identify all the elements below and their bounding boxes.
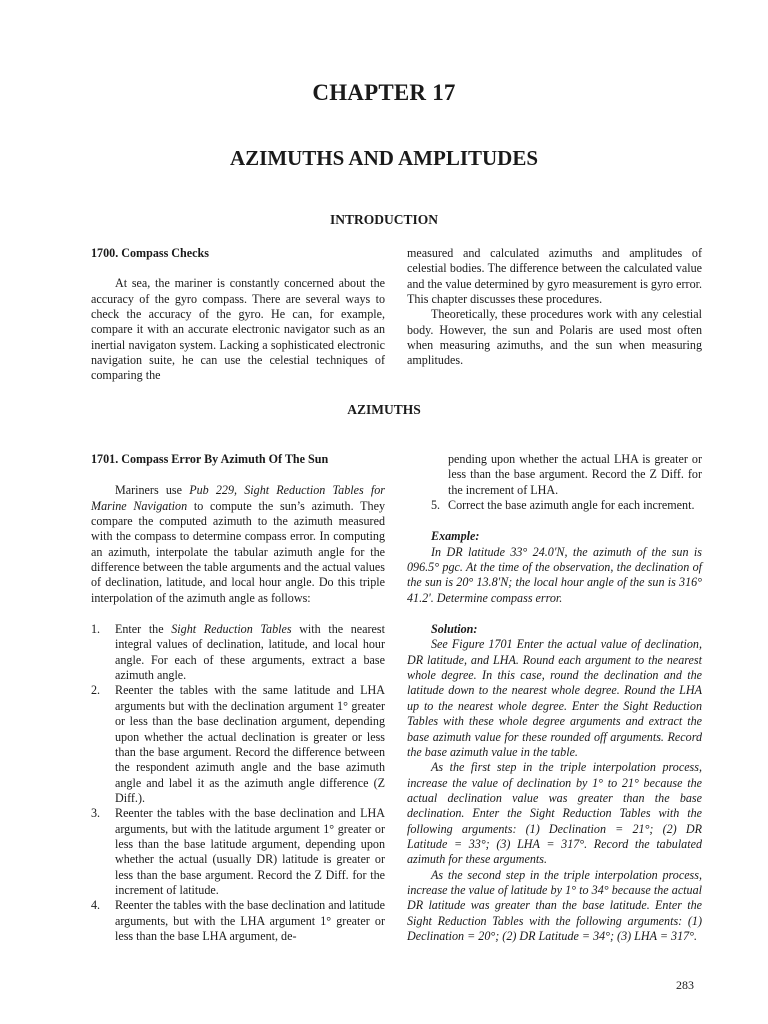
procedure-step-4: 4. Reenter the tables with the base declination and latitude arguments, but with the LHA argument 1° greater or less than the base LHA argument, de- — [91, 898, 386, 943]
azimuths-left-column — [91, 452, 385, 944]
intro-right-column — [407, 246, 702, 369]
paragraph-1700-1-continued: measured and calculated azimuths and amplitudes of celestial bodies. The difference between the calculated value and the value determined by gyro measurement is gyro error. This chapter discusses these procedures. — [407, 246, 702, 307]
solution-label: Solution: — [431, 622, 478, 637]
chapter-label: CHAPTER 17 — [312, 80, 456, 105]
subsection-heading-1701: 1701. Compass Error By Azimuth Of The Sun — [91, 452, 329, 466]
procedure-step-1: 1. Enter the Sight Reduction Tables with the nearest integral values of declination, latitude, and local hour angle. For each of these arguments, extract a base azimuth angle. — [91, 622, 385, 683]
page-number: 283 — [676, 978, 694, 992]
section-heading-introduction: INTRODUCTION — [329, 212, 438, 227]
azimuths-right-column — [407, 452, 702, 944]
example-label: Example: — [431, 529, 480, 544]
procedure-step-2: 2. Reenter the tables with the same latitude and LHA arguments but with the declination argument 1° greater or less than the base declination argument, depending upon whether the actual declination is greater or less than the base argument. Record the difference between the respondent azimuth angle and the base azimuth angle and label it as the azimuth angle difference (Z Diff.). — [91, 683, 385, 805]
procedure-steps — [91, 622, 385, 944]
procedure-step-4-continued — [407, 452, 702, 498]
paragraph-1700-1: At sea, the mariner is constantly concerned about the accuracy of the gyro compass. There are several ways to check the accuracy of the gyro. He can, for example, compare it with an accurate electronic navigator such as an inertial navigaton system. Lacking a sophisticated electronic navigation suite, he can use the celestial techniques of comparing the — [91, 276, 385, 383]
procedure-step-5: 5. Correct the base azimuth angle for each increment. — [431, 498, 695, 513]
procedure-steps-continued — [407, 452, 702, 513]
section-heading-azimuths: AZIMUTHS — [347, 402, 421, 417]
solution-paragraph-2: As the first step in the triple interpolation process, increase the value of declination by 1° to 21° because the actual declination value was greater than the base declination. Enter the Sight Reduction Tables with the following arguments: (1) Declination = 21°; (2) DR Latitude = 33°; (3) LHA = 317°. Record the tabulated azimuth for these arguments. — [407, 760, 702, 867]
chapter-title: AZIMUTHS AND AMPLITUDES — [229, 146, 539, 170]
example-text: In DR latitude 33° 24.0'N, the azimuth of the sun is 096.5° pgc. At the time of the observation, the declination of the sun is 20° 13.8'N; the local hour angle of the sun is 316° 41.2'. Determine compass error. — [407, 544, 702, 605]
procedure-step-3: 3. Reenter the tables with the base declination and LHA arguments, but with the latitude argument 1° greater or less than the base latitude argument, depending upon whether the actual (usually DR) latitude is greater or less than the base argument. Record the Z Diff. for the increment of latitude. — [91, 806, 385, 897]
intro-left-column — [91, 246, 385, 384]
paragraph-1700-2: Theoretically, these procedures work with any celestial body. However, the sun and Polaris are used most often when measuring azimuths, and the sun when measuring amplitudes. — [407, 307, 702, 368]
paragraph-1701-1: Mariners use Pub 229, Sight Reduction Tables for Marine Navigation to compute the sun’s azimuth. They compare the computed azimuth to the azimuth measured with the compass to determine compass error. In computing an azimuth, interpolate the tabular azimuth angle for the difference between the table arguments and the actual values of declination, latitude, and local hour angle. Do this triple interpolation of the azimuth angle as follows: — [91, 483, 385, 605]
solution-paragraph-3: As the second step in the triple interpolation process, increase the value of latitude by 1° to 34° because the actual DR latitude was greater than the base latitude. Enter the Sight Reduction Tables with the following arguments: (1) Declination = 20°; (2) DR Latitude = 34°; (3) LHA = 317°. — [407, 867, 702, 943]
procedure-step-4-tail: pending upon whether the actual LHA is greater or less than the base argument. Record the Z Diff. for the increment of LHA. — [448, 452, 702, 497]
subsection-heading-1700: 1700. Compass Checks — [91, 246, 209, 260]
solution-paragraph-1: See Figure 1701 Enter the actual value of declination, DR latitude, and LHA. Round each argument to the nearest whole degree. In this case, round the declination and the latitude down to the nearest whole degree. Round the LHA up to the nearest whole degree. Enter the Sight Reduction Tables with these whole degree arguments and extract the base azimuth value for these rounded off arguments. Record the base azimuth value in the table. — [407, 637, 702, 759]
